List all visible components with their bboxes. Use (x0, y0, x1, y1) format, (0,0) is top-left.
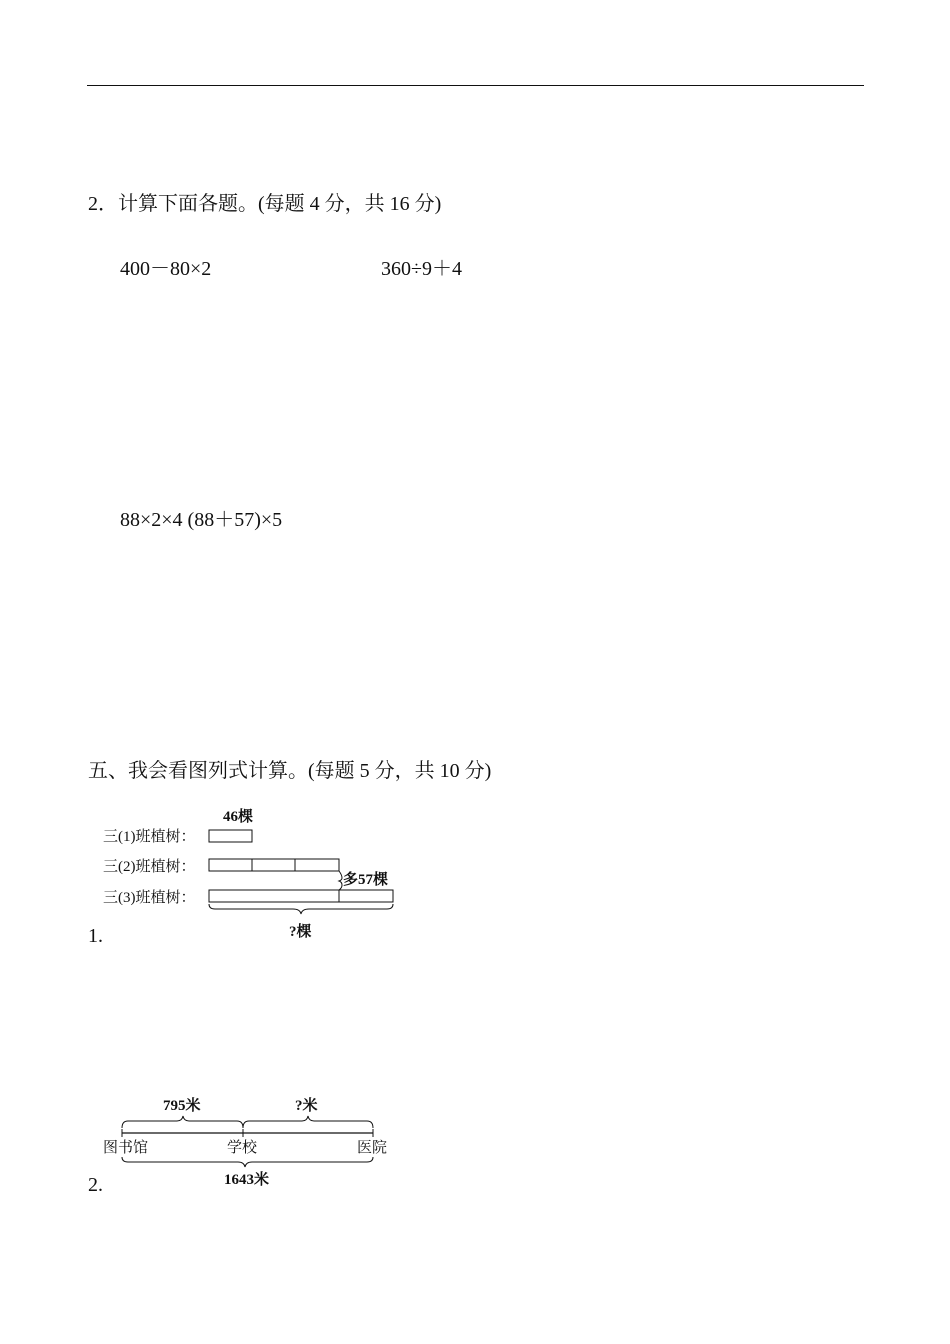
problem-2-number: 2. (88, 1174, 103, 1196)
problem-1-number: 1. (88, 925, 103, 947)
place-school: 学校 (227, 1140, 258, 1156)
total-distance-label: 1643米 (224, 1172, 270, 1188)
place-library: 图书馆 (103, 1140, 149, 1156)
more-brace (339, 871, 342, 890)
segment-2-brace (243, 1116, 373, 1128)
row1-bar (209, 830, 252, 842)
place-hospital: 医院 (357, 1140, 388, 1156)
expression-2: 360÷9＋4 (381, 258, 462, 280)
segment-2-label: ?米 (295, 1098, 318, 1114)
question-2-heading: 2．计算下面各题。(每题 4 分，共 16 分) (88, 193, 442, 215)
header-rule (87, 85, 864, 86)
total-label: ?棵 (289, 924, 312, 940)
row3-bar (209, 890, 393, 902)
row1-label: 三(1)班植树： (103, 829, 196, 845)
total-distance-brace (122, 1157, 373, 1167)
top-label: 46棵 (223, 809, 254, 825)
total-brace (209, 904, 393, 914)
section-5-heading: 五、我会看图列式计算。(每题 5 分，共 10 分) (88, 760, 492, 782)
row2-label: 三(2)班植树： (103, 859, 196, 875)
more-label: 多57棵 (343, 872, 389, 888)
distance-diagram (95, 1090, 415, 1195)
tree-planting-diagram (95, 800, 415, 945)
row2-bar (209, 859, 339, 871)
expression-3: 88×2×4 (88＋57)×5 (120, 509, 283, 531)
expression-1: 400－80×2 (120, 258, 212, 280)
segment-1-brace (122, 1116, 243, 1128)
row3-label: 三(3)班植树： (103, 890, 196, 906)
segment-1-label: 795米 (163, 1098, 201, 1114)
